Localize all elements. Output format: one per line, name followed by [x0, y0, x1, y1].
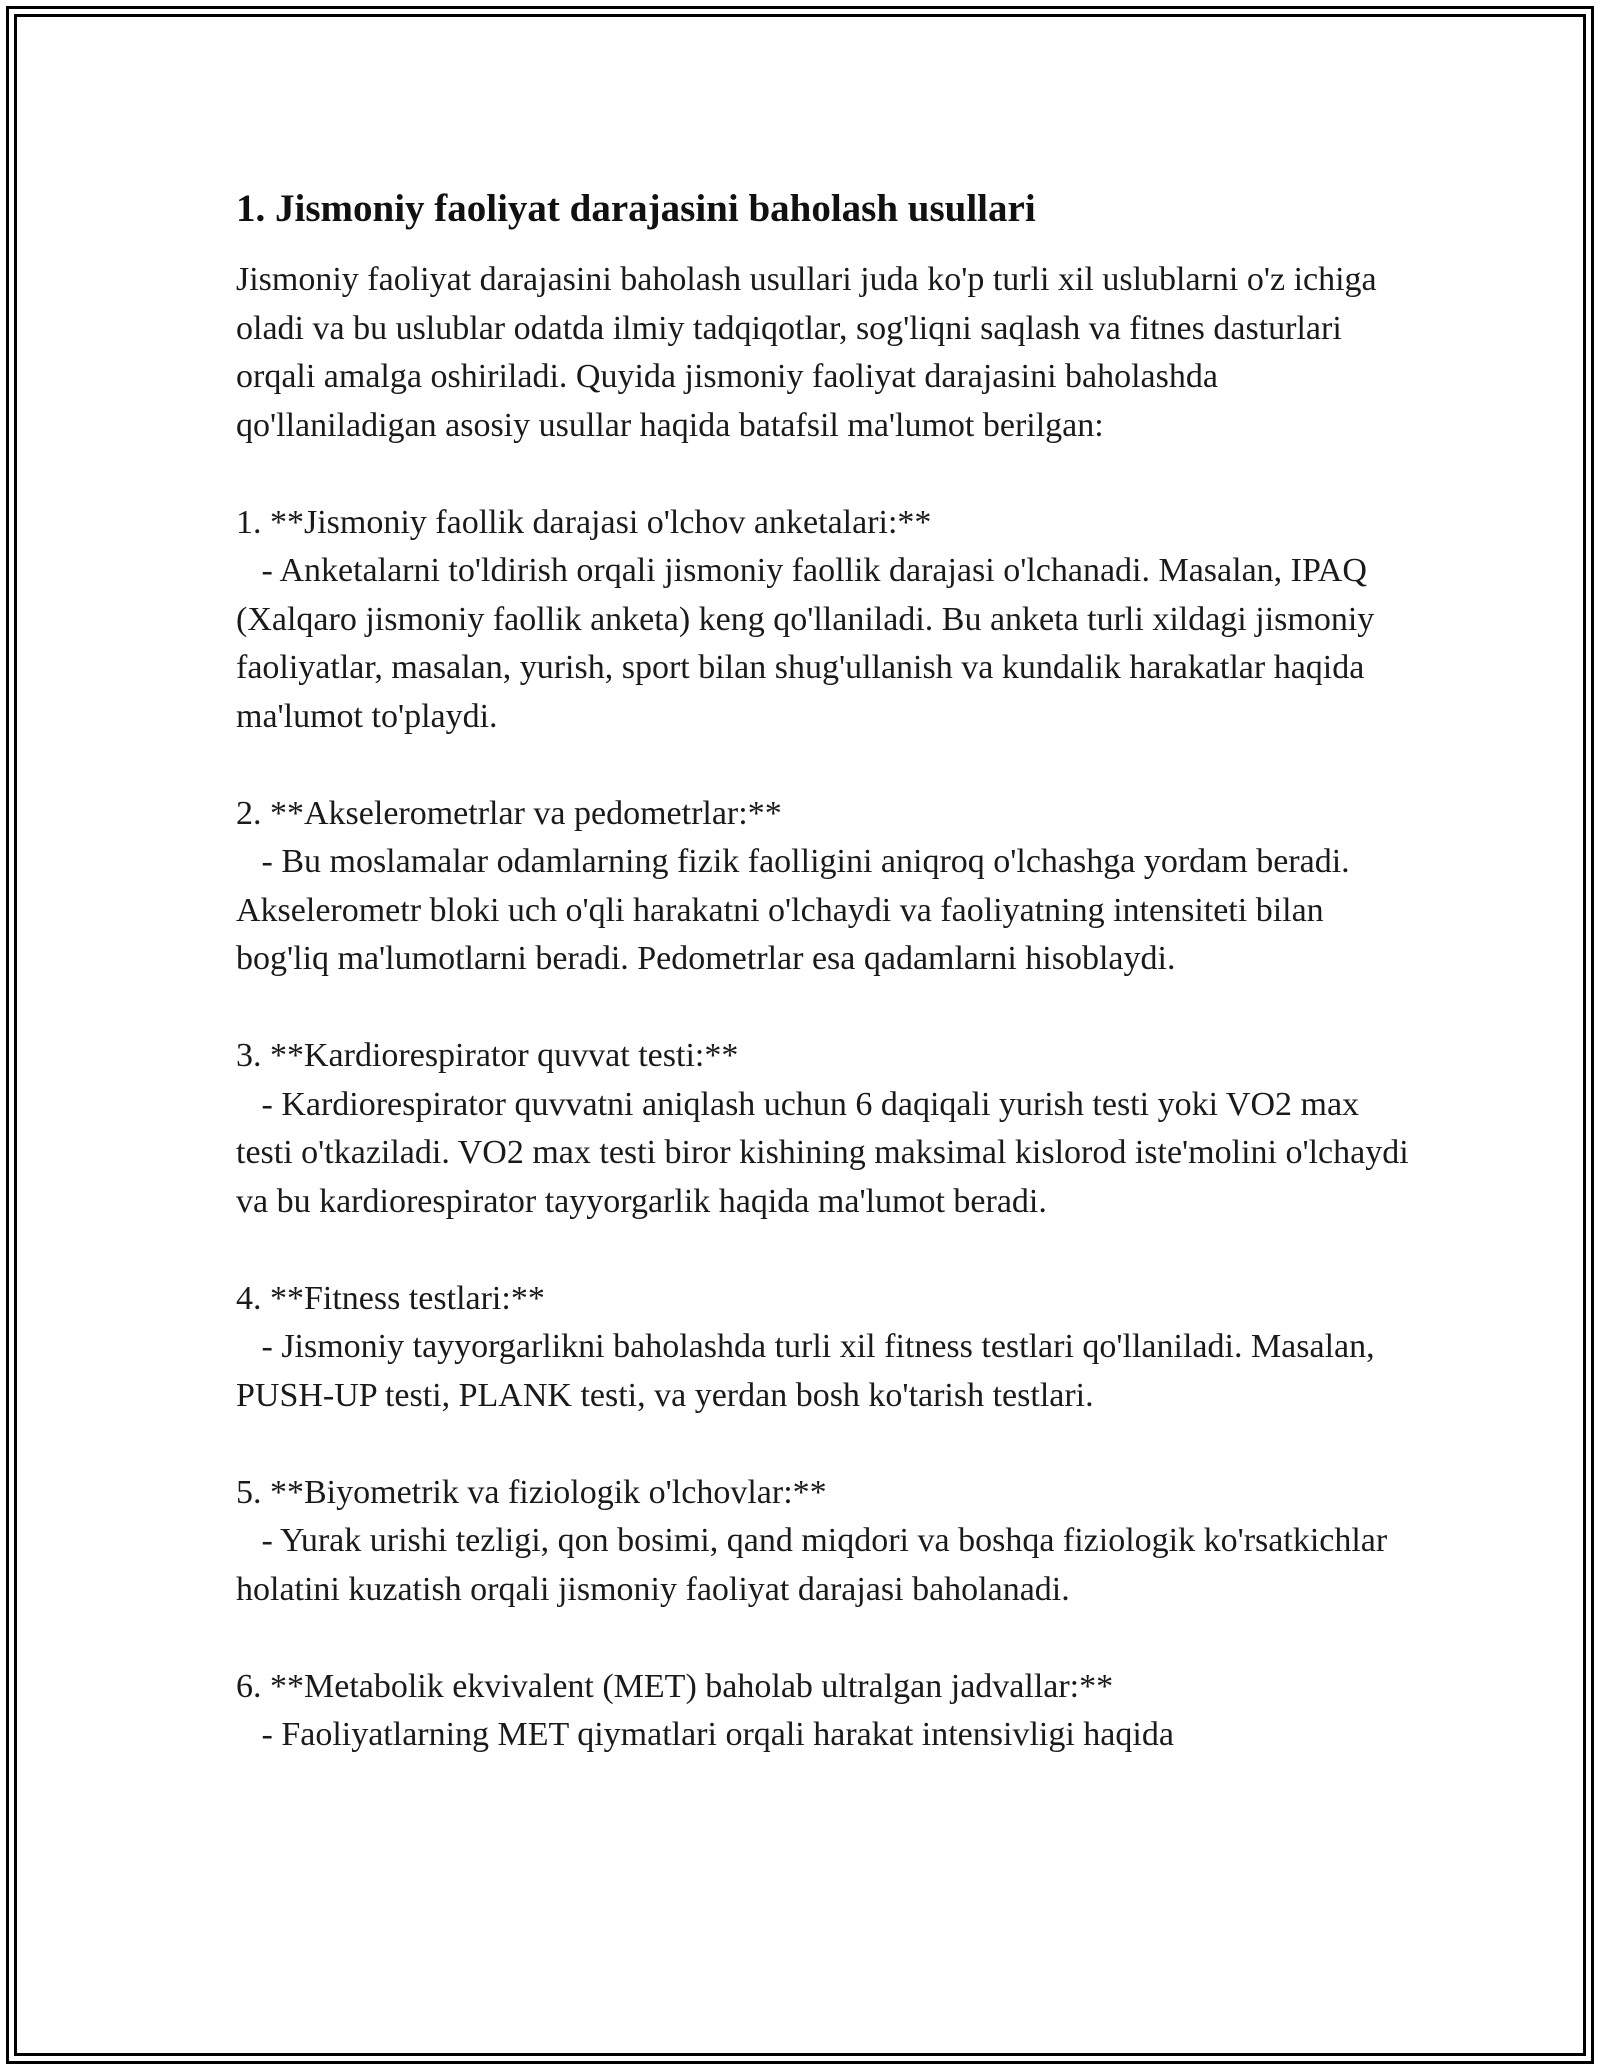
list-item-title: 1. **Jismoniy faollik darajasi o'lchov anketalari:**: [236, 503, 932, 541]
list-item: [236, 790, 1416, 984]
list-item-title: 2. **Akselerometrlar va pedometrlar:**: [236, 794, 782, 832]
list-item-body: - Bu moslamalar odamlarning fizik faolligini aniqroq o'lchashga yordam beradi. Akselerometr bloki uch o'qli harakatni o'lchaydi va faoliyatning intensiteti bilan bog'liq ma'lumotlarni beradi. Pedometrlar esa qadamlarni hisoblaydi.: [236, 843, 1357, 977]
list-item-body: - Yurak urishi tezligi, qon bosimi, qand miqdori va boshqa fiziologik ko'rsatkichlar holatini kuzatish orqali jismoniy faoliyat darajasi baholanadi.: [236, 1522, 1396, 1608]
section-heading: 1. Jismoniy faoliyat darajasini baholash usullari: [236, 187, 1036, 230]
list-item: [236, 1275, 1416, 1421]
list-item-body: - Kardiorespirator quvvatni aniqlash uchun 6 daqiqali yurish testi yoki VO2 max testi o'tkaziladi. VO2 max testi biror kishining maksimal kislorod iste'molini o'lchaydi va bu kardiorespirator tayyorgarlik haqida ma'lumot beradi.: [236, 1085, 1418, 1220]
list-item-title: 6. **Metabolik ekvivalent (MET) baholab ultralgan jadvallar:**: [236, 1667, 1114, 1705]
document-page: [236, 184, 1416, 1760]
list-item-body: - Jismoniy tayyorgarlikni baholashda turli xil fitness testlari qo'llaniladi. Masalan, PUSH-UP testi, PLANK testi, va yerdan bosh ko'tarish testlari.: [236, 1328, 1384, 1414]
list-item-body: - Faoliyatlarning MET qiymatlari orqali harakat intensivligi haqida: [236, 1716, 1174, 1753]
intro-paragraph: Jismoniy faoliyat darajasini baholash usullari juda ko'p turli xil uslublarni o'z ichiga oladi va bu uslublar odatda ilmiy tadqiqotlar, sog'liqni saqlash va fitnes dasturlari orqali amalga oshiriladi. Quyida jismoniy faoliyat darajasini baholashda qo'llaniladigan asosiy usullar haqida batafsil ma'lumot berilgan:: [236, 261, 1377, 444]
list-item: [236, 1663, 1416, 1760]
list-item-body: - Anketalarni to'ldirish orqali jismoniy faollik darajasi o'lchanadi. Masalan, IPAQ (Xalqaro jismoniy faollik anketa) keng qo'llaniladi. Bu anketa turli xildagi jismoniy faoliyatlar, masalan, yurish, sport bilan shug'ullanish va kundalik harakatlar haqida ma'lumot to'playdi.: [236, 552, 1383, 735]
list-item: [236, 499, 1416, 742]
list-item-title: 5. **Biyometrik va fiziologik o'lchovlar:**: [236, 1473, 827, 1511]
list-item-title: 3. **Kardiorespirator quvvat testi:**: [236, 1037, 739, 1074]
list-item: [236, 1469, 1416, 1615]
list-item: [236, 1032, 1416, 1226]
list-item-title: 4. **Fitness testlari:**: [236, 1279, 545, 1317]
